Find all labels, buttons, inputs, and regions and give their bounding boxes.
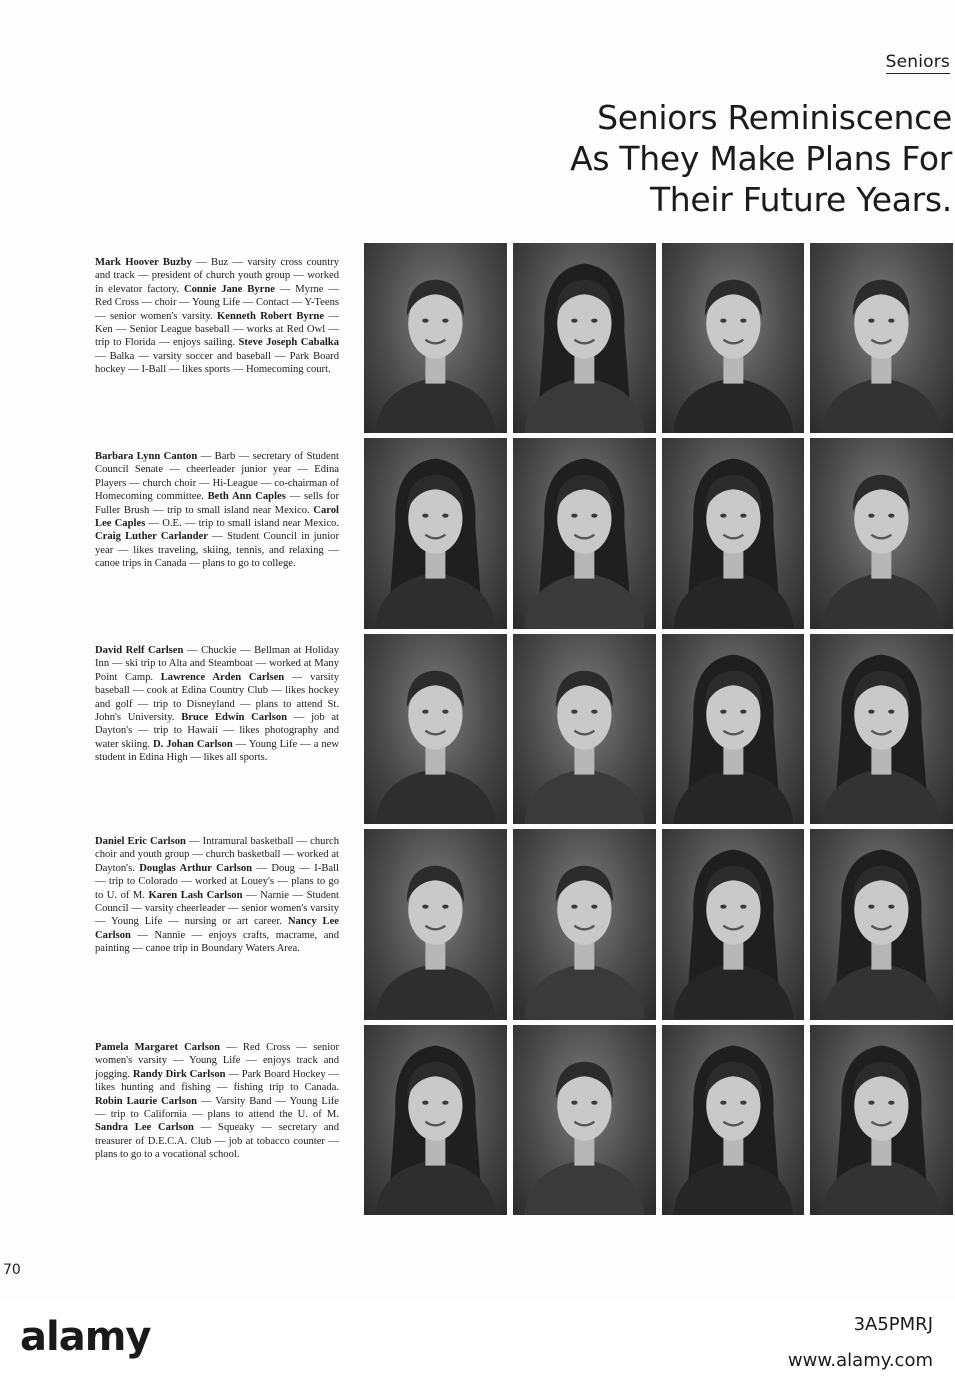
portrait-silhouette — [364, 634, 507, 824]
student-name: Randy Dirk Carlson — [132, 1068, 226, 1080]
senior-portrait — [364, 243, 507, 433]
alamy-logo — [20, 1314, 150, 1360]
student-details: — Red Cross — senior women's varsity — Young Life — enjoys track and jogging. — [95, 1042, 339, 1080]
portrait-silhouette — [513, 829, 656, 1019]
student-name: Karen Lash Carlson — [148, 889, 243, 901]
caption-row-4 — [95, 835, 339, 956]
senior-portrait — [364, 829, 507, 1019]
student-name: Mark Hoover Buzby — [95, 257, 192, 268]
student-details: — Ken — Senior League baseball — works at Red Owl — trip to Florida — enjoys sailing. — [95, 310, 339, 349]
student-details: — Narnie — Student Council — varsity cheerleader — senior women's varsity — Young Life — nursing or art career. — [95, 889, 339, 928]
site-url: www.alamy.com — [787, 1350, 933, 1371]
student-details: — Myrne — Red Cross — choir — Young Life — Contact — Y-Teens — senior women's varsity. — [95, 283, 339, 322]
portrait-silhouette — [513, 438, 656, 628]
caption-row-5 — [95, 1041, 339, 1162]
student-details: — O.E. — trip to small island near Mexico. — [145, 518, 339, 530]
senior-portrait — [662, 438, 805, 628]
senior-portrait — [810, 634, 953, 824]
caption-row-3 — [95, 644, 339, 765]
student-name: D. Johan Carlson — [152, 738, 233, 750]
headline-line-1: Seniors Reminiscence — [597, 98, 952, 137]
portrait-silhouette — [513, 1025, 656, 1215]
student-details: — Nannie — enjoys crafts, macrame, and painting — canoe trip in Boundary Waters Area. — [95, 929, 339, 955]
senior-portrait — [810, 1025, 953, 1215]
senior-portrait — [364, 438, 507, 628]
senior-portrait — [662, 634, 805, 824]
portrait-silhouette — [364, 1025, 507, 1215]
senior-portrait — [513, 829, 656, 1019]
portrait-silhouette — [662, 829, 805, 1019]
portrait-silhouette — [513, 243, 656, 433]
portrait-silhouette — [662, 438, 805, 628]
student-details: — job at Dayton's — trip to Hawaii — likes photography and water skiing. — [95, 712, 339, 750]
portrait-silhouette — [810, 243, 953, 433]
senior-portrait — [662, 243, 805, 433]
senior-portrait — [810, 243, 953, 433]
student-name: Bruce Edwin Carlson — [181, 712, 288, 724]
portrait-silhouette — [364, 243, 507, 433]
portrait-silhouette — [662, 634, 805, 824]
student-name: Daniel Eric Carlson — [95, 836, 186, 847]
portrait-silhouette — [810, 1025, 953, 1215]
student-name: Nancy Lee Carlson — [95, 916, 339, 941]
senior-portrait — [662, 829, 805, 1019]
caption-row-2 — [95, 450, 339, 571]
senior-portrait — [513, 438, 656, 628]
student-details: — Park Board Hockey — likes hunting and fishing — fishing trip to Canada. — [95, 1068, 340, 1094]
senior-portrait — [364, 1025, 507, 1215]
senior-portrait — [513, 243, 656, 433]
senior-portrait — [364, 634, 507, 824]
student-name: David Relf Carlsen — [95, 645, 184, 656]
page-number: 70 — [3, 1262, 21, 1278]
student-name: Sandra Lee Carlson — [95, 1122, 194, 1134]
portrait-silhouette — [810, 634, 953, 824]
student-name: Barbara Lynn Canton — [95, 451, 198, 462]
student-name: Beth Ann Caples — [207, 491, 286, 503]
portrait-grid — [364, 243, 953, 1215]
portrait-silhouette — [513, 634, 656, 824]
watermark-footer — [0, 1300, 955, 1390]
portrait-silhouette — [810, 438, 953, 628]
page-headline — [432, 97, 952, 220]
student-details: — Intramural basketball — church choir and youth group — church basketball — worked at Dayton's. — [95, 836, 339, 874]
senior-portrait — [513, 634, 656, 824]
portrait-silhouette — [662, 1025, 805, 1215]
senior-portrait — [513, 1025, 656, 1215]
portrait-silhouette — [364, 829, 507, 1019]
student-name: Robin Laurie Carlson — [95, 1095, 198, 1107]
student-name: Lawrence Arden Carlsen — [160, 671, 285, 683]
student-details: — Balka — varsity soccer and baseball — Park Board hockey — I-Ball — likes sports — Homecoming court. — [95, 350, 339, 376]
student-details: — Young Life — a new student in Edina High — likes all sports. — [95, 738, 339, 764]
student-name: Steve Joseph Cabalka — [238, 337, 340, 349]
student-name: Pamela Margaret Carlson — [95, 1042, 221, 1053]
student-details: — Chuckie — Bellman at Holiday Inn — ski trip to Alta and Steamboat — worked at Many Point Camp. — [95, 645, 339, 683]
student-name: Craig Luther Carlander — [95, 531, 208, 543]
section-label: Seniors — [885, 52, 950, 72]
senior-portrait — [662, 1025, 805, 1215]
student-details: — Buz — varsity cross country and track — president of church youth group — worked in elevator factory. — [95, 257, 339, 295]
student-name: Kenneth Robert Byrne — [217, 310, 325, 322]
portrait-silhouette — [662, 243, 805, 433]
student-name: Douglas Arthur Carlson — [139, 862, 253, 874]
senior-portrait — [810, 829, 953, 1019]
student-details: — varsity baseball — cook at Edina Country Club — likes hockey and golf — trip to Disneyland — plans to attend St. John's University. — [95, 671, 339, 724]
student-details: — Doug — I-Ball — trip to Colorado — worked at Louey's — plans to go to U. of M. — [95, 862, 339, 901]
caption-row-1 — [95, 256, 339, 377]
headline-line-3: Their Future Years. — [649, 180, 952, 219]
student-details: — sells for Fuller Brush — trip to small island near Mexico. — [95, 491, 339, 516]
portrait-silhouette — [810, 829, 953, 1019]
image-id: 3A5PMRJ — [853, 1314, 933, 1335]
student-details: — Squeaky — secretary and treasurer of D.E.C.A. Club — job at tobacco counter — plans to go to a vocational school. — [95, 1122, 339, 1161]
student-details: — Barb — secretary of Student Council Senate — cheerleader junior year — Edina Players — church choir — Hi-League — co-chairman of Homecoming committee. — [95, 451, 340, 503]
student-details: — Varsity Band — Young Life — trip to California — plans to attend the U. of M. — [95, 1095, 339, 1121]
logo-text: alamy — [20, 1314, 151, 1360]
headline-line-2: As They Make Plans For — [570, 139, 952, 178]
portrait-silhouette — [364, 438, 507, 628]
student-name: Connie Jane Byrne — [183, 283, 275, 295]
student-details: — Student Council in junior year — likes traveling, skiing, tennis, and relaxing — canoe trips in Canada — plans to go to college. — [95, 531, 339, 570]
senior-portrait — [810, 438, 953, 628]
student-name: Carol Lee Caples — [95, 504, 339, 530]
